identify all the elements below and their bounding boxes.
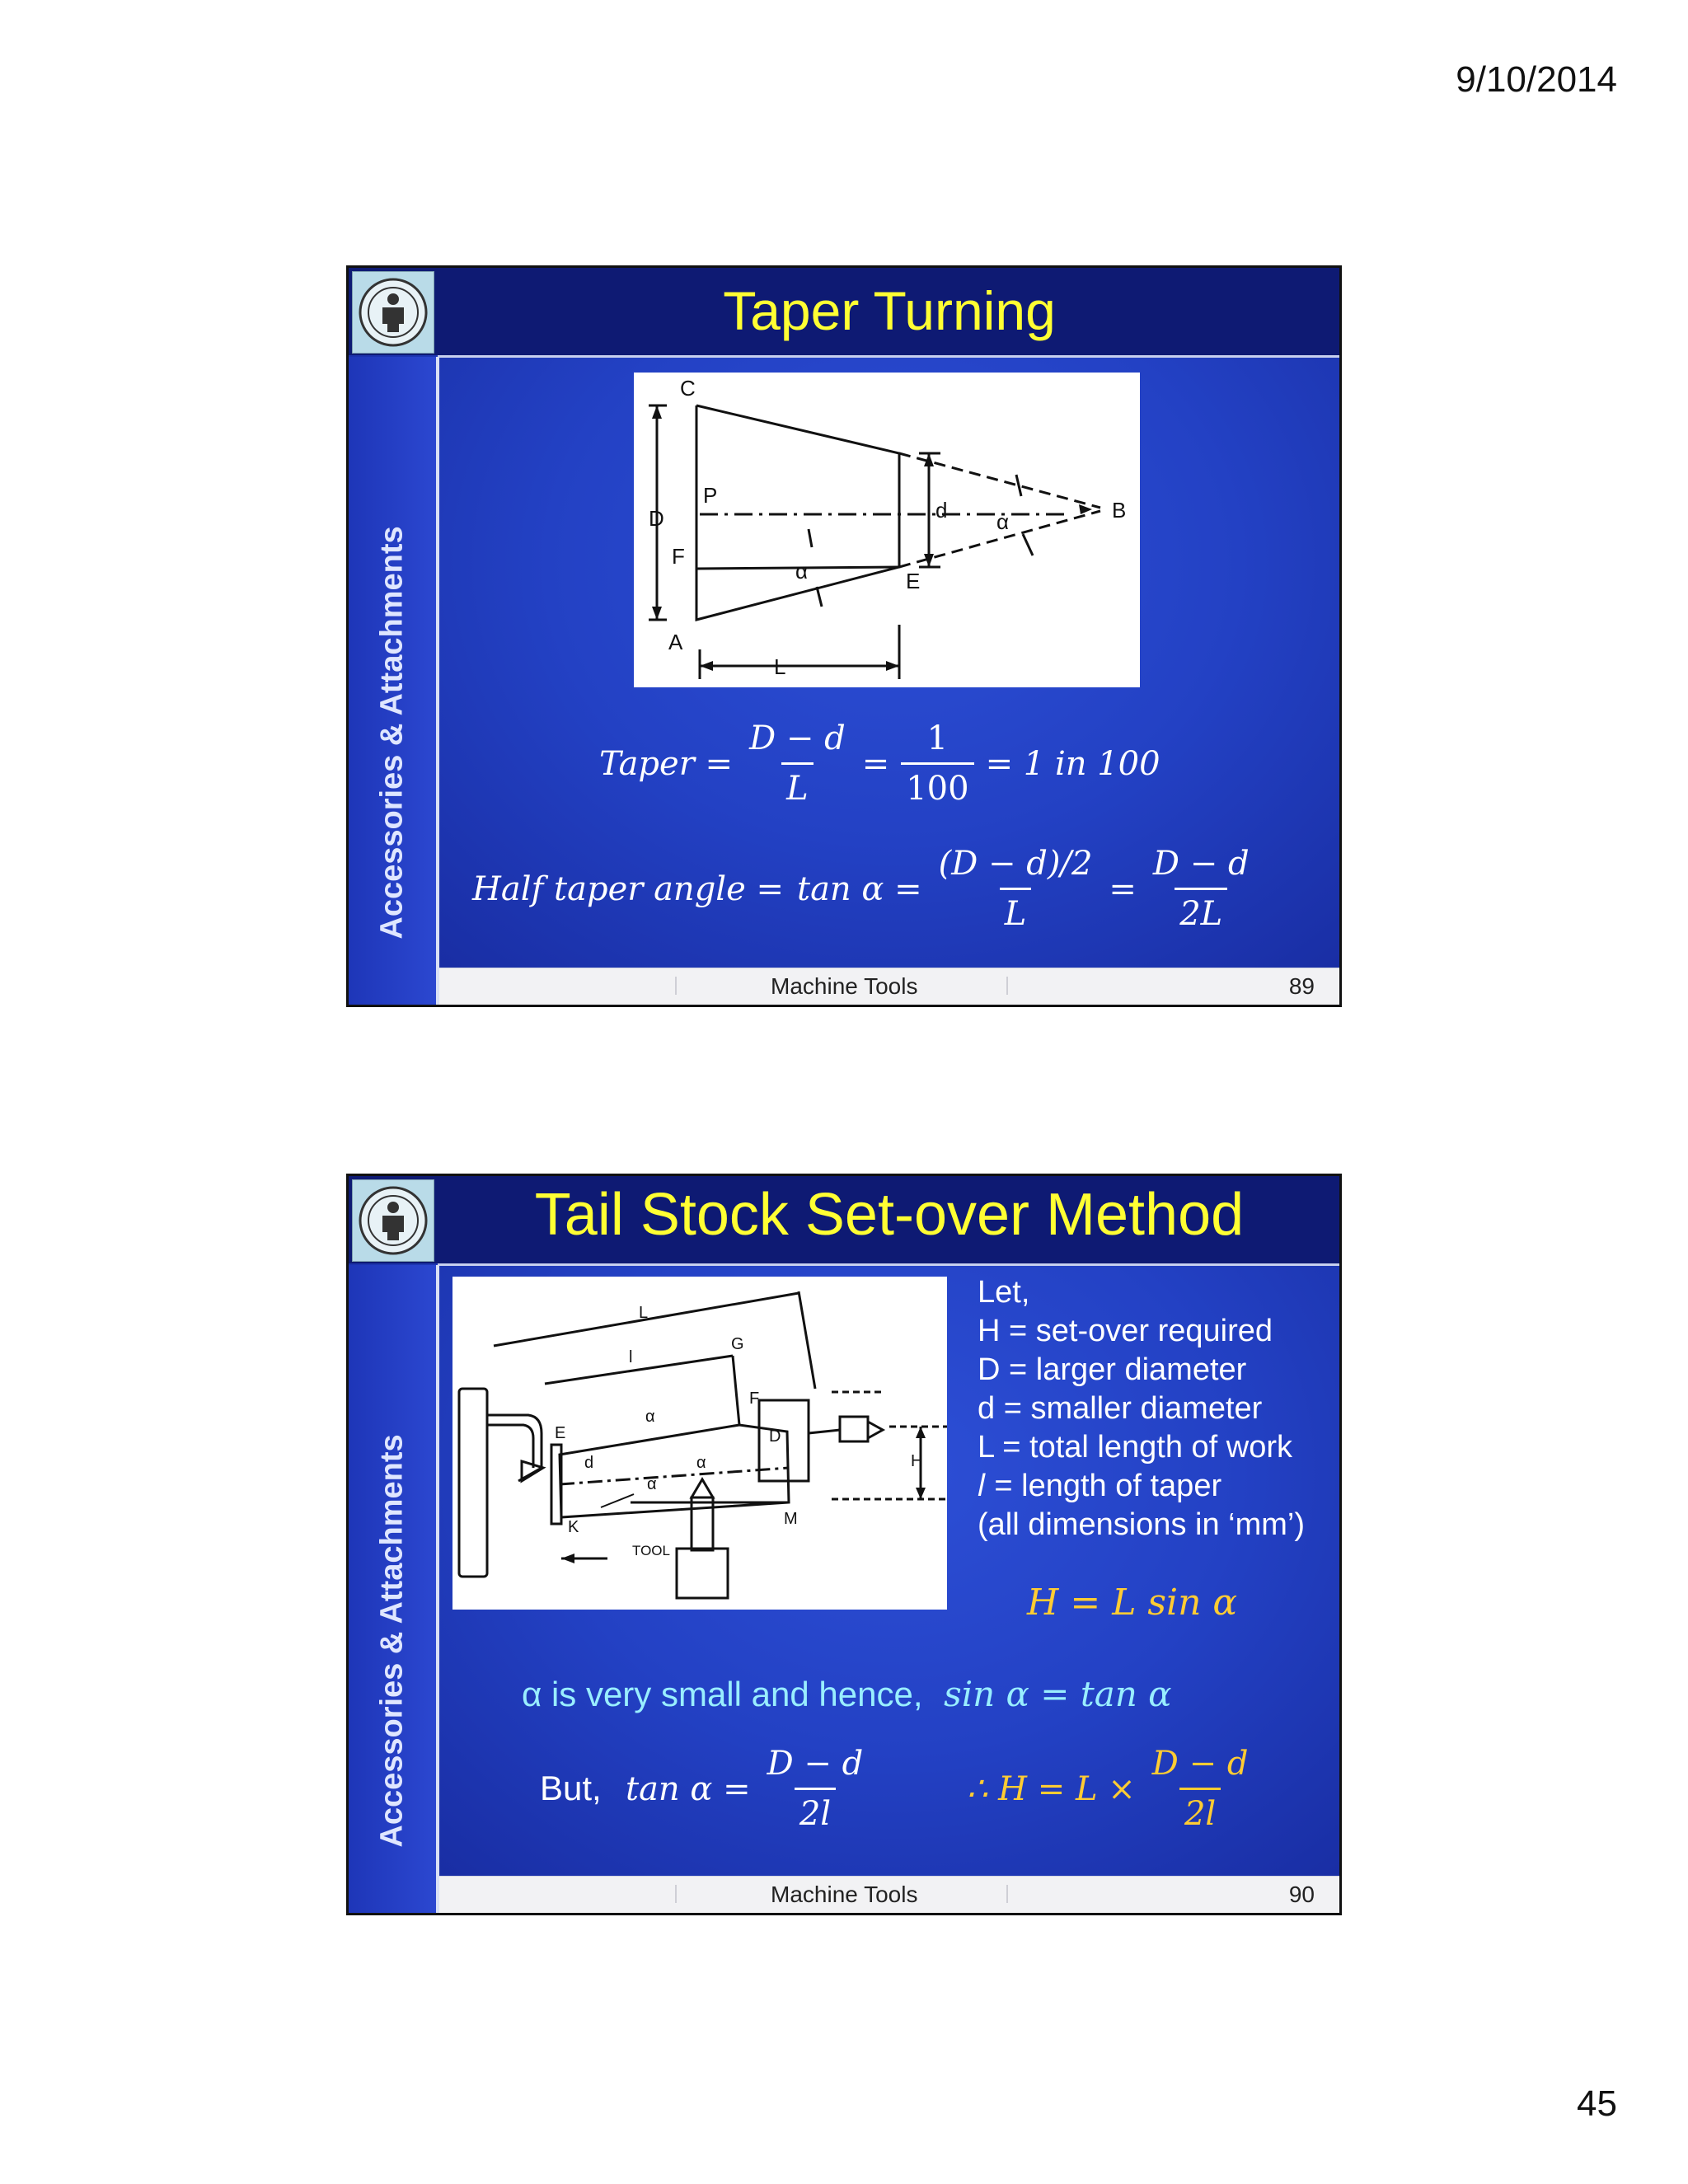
title-rule [438,355,1339,358]
slide-tail-stock-set-over [346,1174,1342,1915]
fig-label-l-taper: l [629,1348,633,1366]
equals-sign: = [861,744,890,783]
fraction [901,719,973,808]
slide-title: Tail Stock Set-over Method [534,1182,1245,1248]
fig-label-e: E [906,569,921,593]
fig-label-d-small: d [935,498,948,523]
definition-line: D = larger diameter [978,1352,1247,1387]
fraction [934,845,1098,933]
title-rule [438,1263,1339,1266]
fraction [744,719,851,808]
footer-divider [675,977,677,995]
slide-title: Taper Turning [723,280,1056,341]
fig-label-d-large: D [649,506,664,531]
page-date: 9/10/2014 [1456,59,1617,100]
sidebar-divider [436,357,439,1005]
eq-lhs: Half taper angle = [472,869,784,908]
footer-label: Machine Tools [771,1882,918,1907]
variable-definitions [978,1273,1305,1544]
fig-label-tool: TOOL [632,1543,670,1558]
fig-label-a: A [668,630,683,654]
institute-logo [352,271,434,354]
fig-label-f: F [749,1390,760,1408]
institute-logo [352,1179,434,1262]
set-over-formula: H = L sin α [1027,1582,1238,1624]
fraction-numerator: D − d [1152,845,1250,883]
fraction-denominator: 2l [1179,1788,1221,1833]
fig-label-h: H [911,1452,923,1470]
fig-label-alpha-2: α [696,1454,706,1472]
equals-sign: = [1109,869,1137,908]
fraction [762,1745,869,1833]
fraction-numerator: D − d [1151,1745,1249,1783]
fig-label-l-total: L [639,1304,649,1322]
fraction-numerator: 1 [926,719,949,757]
definition-line: d = smaller diameter [978,1391,1263,1426]
definition-line: H = set-over required [978,1314,1273,1348]
fig-label-alpha: α [996,509,1010,534]
slide-footer [439,1876,1339,1913]
fraction-denominator: 2l [795,1788,836,1833]
footer-divider [1006,977,1008,995]
half-taper-angle-equation [472,845,1266,933]
fig-label-alpha-2: α [795,559,809,583]
definition-line: (all dimensions in ‘mm’) [978,1507,1305,1542]
fig-label-m: M [784,1510,798,1528]
sidebar-label: Accessories & Attachments [374,526,410,940]
fraction [1147,1745,1254,1833]
fig-label-g: G [731,1335,744,1353]
taper-equation [599,719,1160,808]
fraction [1148,845,1254,933]
sidebar-divider [436,1265,439,1913]
fig-label-b: B [1112,498,1127,523]
sidebar [349,1265,436,1913]
fraction-denominator: 2L [1175,888,1227,933]
fraction-numerator: (D − d)/2 [938,845,1093,883]
set-over-result-equation [967,1745,1264,1833]
small-angle-note [522,1674,1172,1714]
slide-footer [439,968,1339,1005]
footer-divider [1006,1885,1008,1903]
fig-label-alpha: α [645,1408,655,1426]
page-number: 45 [1577,2083,1617,2124]
sidebar-label: Accessories & Attachments [374,1434,410,1848]
fig-label-p: P [703,483,718,508]
definition-line: 𝑙 = length of taper [978,1469,1222,1503]
tan-alpha: tan α = [626,1769,751,1808]
slide-number: 90 [1288,1882,1315,1907]
fig-label-k: K [568,1518,579,1536]
taper-diagram [634,373,1140,687]
fraction-denominator: L [781,762,814,808]
fraction-numerator: D − d [767,1745,864,1783]
fig-label-f: F [672,544,685,569]
fraction-denominator: 100 [901,762,973,808]
footer-divider [675,1885,677,1903]
but-label: But, [540,1769,602,1807]
set-over-diagram [452,1277,947,1610]
fig-label-c: C [680,376,696,401]
fig-label-d-small: d [584,1454,594,1472]
note-text: α is very small and hence, [522,1675,923,1713]
definition-line: Let, [978,1275,1030,1310]
eq-lhs: Taper = [599,744,734,783]
fig-label-l: L [774,654,786,679]
footer-label: Machine Tools [771,973,918,999]
eq-rhs: = 1 in 100 [985,744,1160,783]
fig-label-d-large: D [769,1427,781,1446]
slide-taper-turning [346,265,1342,1007]
fig-label-alpha-3: α [647,1475,657,1493]
fig-label-e: E [555,1424,566,1442]
fraction-numerator: D − d [749,719,846,757]
note-math: sin α = tan α [944,1674,1172,1714]
slide-number: 89 [1288,973,1315,999]
fraction-denominator: L [1000,888,1032,933]
tan-alpha: tan α = [797,869,922,908]
definition-line: L = total length of work [978,1430,1292,1465]
tan-alpha-equation [626,1745,879,1833]
sidebar [349,357,436,1005]
therefore-h: ∴ H = L × [967,1769,1136,1808]
